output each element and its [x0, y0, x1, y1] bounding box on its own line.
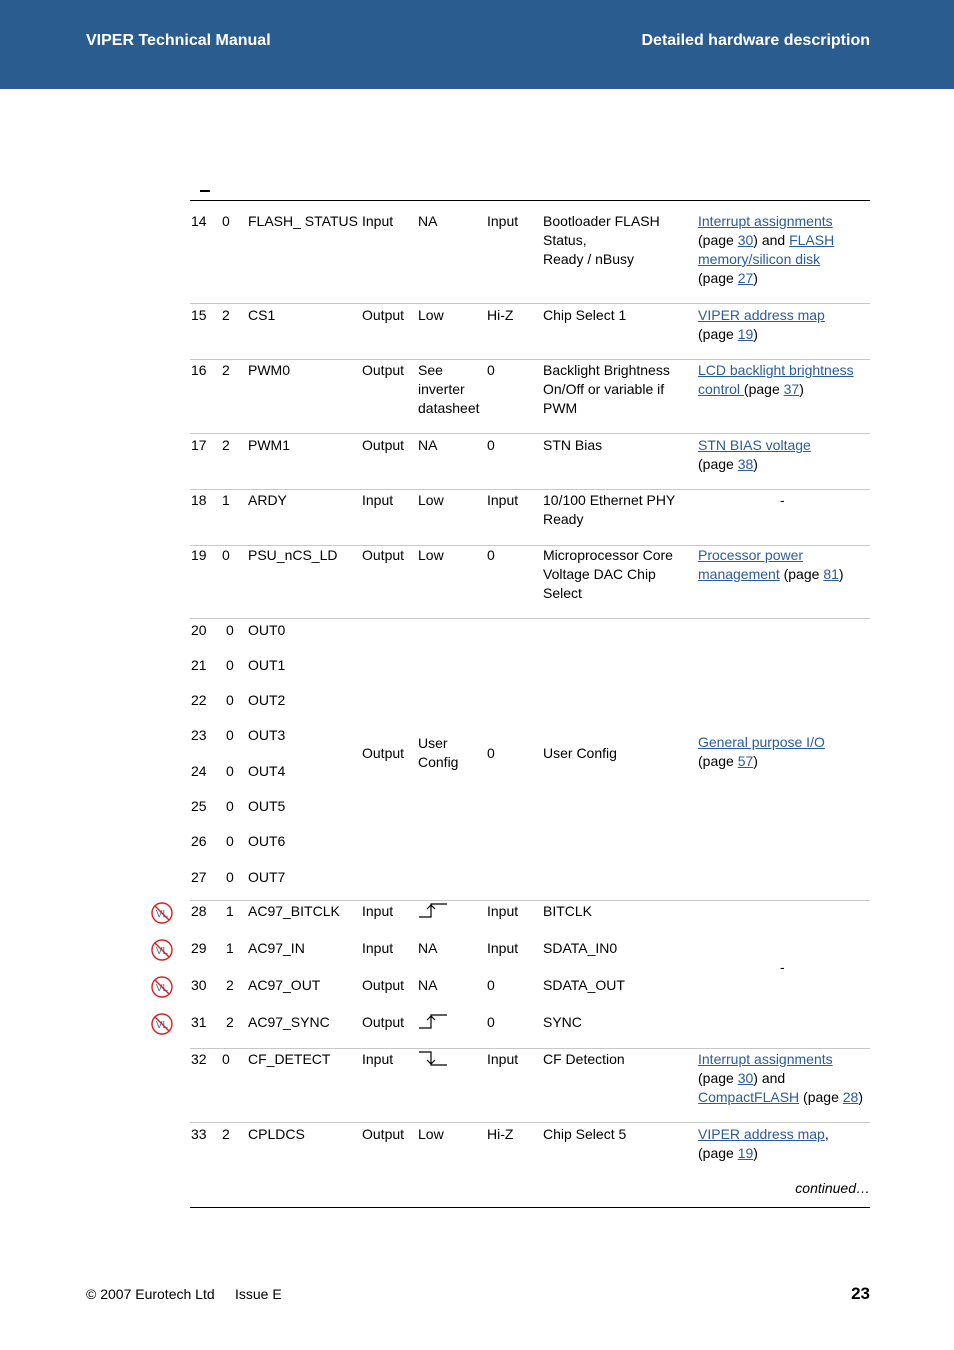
active-level: See inverter datasheet [418, 362, 480, 416]
reset-state: 0 [487, 1014, 495, 1030]
active-level: Low [418, 1126, 444, 1142]
bit-number: 17 [191, 437, 207, 453]
signal-name: CF_DETECT [248, 1051, 331, 1067]
signal-description: Chip Select 1 [543, 307, 627, 323]
bit-number: 31 [191, 1014, 207, 1030]
bus-number: 0 [226, 798, 234, 814]
bus-number: 0 [226, 869, 234, 885]
cross-reference-link[interactable]: 28 [842, 1089, 859, 1105]
signal-name: ARDY [248, 492, 287, 508]
cross-reference-link[interactable]: Interrupt assignments [698, 1051, 833, 1067]
cross-reference-link[interactable]: 30 [737, 232, 754, 248]
bit-number: 29 [191, 940, 207, 956]
table-bottom-rule [190, 1207, 870, 1208]
bus-number: 2 [222, 1126, 230, 1142]
signal-description: Microprocessor Core Voltage DAC Chip Select [543, 547, 673, 601]
ref-text: ) and [753, 232, 790, 248]
header-dash [200, 190, 210, 192]
active-level: Low [418, 307, 444, 323]
signal-description: STN Bias [543, 437, 603, 453]
cross-reference-link[interactable]: VIPER address map [698, 1126, 825, 1142]
ref-text: ) [753, 456, 758, 472]
active-level: NA [418, 213, 438, 229]
cross-reference-link[interactable]: 27 [737, 270, 754, 286]
ref-text: (page [743, 381, 784, 397]
signal-name: AC97_BITCLK [248, 903, 340, 919]
issue-label: Issue E [235, 1286, 282, 1302]
vl-restriction-icon [151, 939, 173, 961]
bus-number: 0 [226, 657, 234, 673]
ref-text: (page [698, 456, 738, 472]
active-level: Low [418, 547, 444, 563]
reset-state: 0 [487, 977, 495, 993]
ref-text: (page [779, 566, 824, 582]
cross-reference-link[interactable]: 19 [737, 326, 754, 342]
bit-number: 26 [191, 833, 207, 849]
ref-text: ) [838, 566, 844, 582]
bus-number: 2 [226, 1014, 234, 1030]
falling-edge-icon [418, 1050, 448, 1068]
vl-restriction-icon [151, 1013, 173, 1035]
bit-number: 21 [191, 657, 207, 673]
signal-direction: Input [362, 213, 394, 229]
signal-name: PWM0 [248, 362, 290, 378]
reset-state: Input [487, 492, 519, 508]
signal-name: PSU_nCS_LD [248, 547, 338, 563]
bus-number: 0 [226, 622, 234, 638]
bit-number: 18 [191, 492, 207, 508]
ref-text: (page [698, 1145, 738, 1161]
bit-number: 24 [191, 763, 207, 779]
ref-text: (page [698, 1070, 738, 1086]
reset-state: Input [487, 940, 519, 956]
reset-state: 0 [487, 437, 495, 453]
signal-name: AC97_SYNC [248, 1014, 330, 1030]
signal-description: 10/100 Ethernet PHY Ready [543, 492, 676, 527]
reset-state: Input [487, 1051, 519, 1067]
signal-name: AC97_OUT [248, 977, 321, 993]
signal-description: BITCLK [543, 903, 593, 919]
cross-reference-link[interactable]: 37 [783, 381, 800, 397]
signal-description: SDATA_IN0 [543, 940, 618, 956]
signal-name: OUT1 [248, 657, 286, 673]
reset-state: Input [487, 903, 519, 919]
ref-text: (page [698, 753, 738, 769]
signal-description: Chip Select 5 [543, 1126, 627, 1142]
bit-number: 23 [191, 727, 207, 743]
signal-name: AC97_IN [248, 940, 305, 956]
vl-restriction-icon [151, 902, 173, 924]
cross-reference-link[interactable]: 19 [737, 1145, 754, 1161]
cross-reference-link[interactable]: control [698, 381, 744, 397]
signal-direction: Output [362, 362, 405, 378]
cross-reference-link[interactable]: management [698, 566, 780, 582]
active-level: Low [418, 492, 444, 508]
ref-text: ) and [753, 1070, 786, 1086]
active-level: NA [418, 940, 438, 956]
row-divider [190, 900, 870, 901]
bus-number: 1 [226, 940, 234, 956]
signal-direction: Input [362, 940, 394, 956]
continued-label: continued… [795, 1180, 870, 1196]
bit-number: 28 [191, 903, 207, 919]
signal-name: FLASH_ STATUS [248, 213, 358, 229]
signal-description: SDATA_OUT [543, 977, 625, 993]
cross-reference-link[interactable]: 81 [823, 566, 839, 582]
signal-name: CS1 [248, 307, 276, 323]
cross-reference-link[interactable]: LCD backlight brightness [698, 362, 854, 378]
signal-name: CPLDCS [248, 1126, 305, 1142]
reference-cell: - [780, 959, 785, 975]
bit-number: 14 [191, 213, 207, 229]
bus-number: 1 [226, 903, 234, 919]
bus-number: 0 [226, 727, 234, 743]
signal-direction: Output [362, 1126, 405, 1142]
reference-cell [698, 733, 825, 771]
reset-state: 0 [487, 745, 495, 761]
signal-name: OUT6 [248, 833, 286, 849]
section-title: Detailed hardware description [641, 32, 870, 49]
bus-number: 0 [222, 213, 230, 229]
row-divider [190, 489, 870, 490]
bit-number: 32 [191, 1051, 207, 1067]
ref-text: ) [799, 381, 804, 397]
bit-number: 33 [191, 1126, 207, 1142]
ref-text: ) [753, 1145, 758, 1161]
cross-reference-link[interactable]: VIPER address map [698, 307, 825, 323]
bit-number: 20 [191, 622, 207, 638]
cross-reference-link[interactable]: Interrupt assignments [698, 213, 833, 229]
vl-marker-text: VL [155, 1020, 169, 1031]
vl-marker-text: VL [155, 909, 169, 920]
signal-description: SYNC [543, 1014, 582, 1030]
row-divider [190, 359, 870, 360]
bit-number: 19 [191, 547, 207, 563]
ref-text: ) [753, 326, 758, 342]
reference-cell [698, 436, 811, 474]
vl-restriction-icon [151, 976, 173, 998]
signal-name: OUT0 [248, 622, 286, 638]
ref-text: ) [858, 1089, 863, 1105]
bit-number: 15 [191, 307, 207, 323]
signal-name: OUT7 [248, 869, 286, 885]
cross-reference-link[interactable]: CompactFLASH [698, 1089, 800, 1105]
row-divider [190, 433, 870, 434]
copyright: © 2007 Eurotech Ltd [86, 1286, 215, 1302]
bit-number: 22 [191, 692, 207, 708]
cross-reference-link[interactable]: General purpose I/O [698, 734, 825, 750]
bus-number: 2 [222, 437, 230, 453]
signal-direction: Input [362, 903, 394, 919]
reference-cell: - [780, 492, 785, 508]
signal-direction: Output [362, 977, 405, 993]
cross-reference-link[interactable]: STN BIAS voltage [698, 437, 811, 453]
signal-description: CF Detection [543, 1051, 625, 1067]
cross-reference-link[interactable]: Processor power [698, 547, 804, 563]
reference-cell [698, 546, 844, 584]
reference-cell [698, 1050, 863, 1107]
bus-number: 0 [222, 547, 230, 563]
cross-reference-link[interactable]: memory/silicon disk [698, 251, 821, 267]
signal-direction: Input [362, 1051, 394, 1067]
rising-edge-icon [418, 1013, 448, 1031]
cross-reference-link[interactable]: 30 [737, 1070, 754, 1086]
ref-text: (page [698, 232, 738, 248]
bus-number: 0 [222, 1051, 230, 1067]
signal-description: User Config [543, 745, 617, 761]
signal-direction: Input [362, 492, 394, 508]
reset-state: 0 [487, 362, 495, 378]
signal-name: OUT5 [248, 798, 286, 814]
ref-text: (page [698, 270, 738, 286]
row-divider [190, 618, 870, 619]
bit-number: 30 [191, 977, 207, 993]
reference-cell [698, 306, 825, 344]
table-top-rule [190, 200, 870, 201]
active-level: User Config [418, 735, 459, 770]
signal-direction: Output [362, 1014, 405, 1030]
signal-name: OUT3 [248, 727, 286, 743]
signal-direction: Output [362, 547, 405, 563]
cross-reference-link[interactable]: FLASH [789, 232, 835, 248]
signal-direction: Output [362, 307, 405, 323]
bus-number: 0 [226, 763, 234, 779]
rising-edge-icon [418, 902, 448, 920]
active-level: NA [418, 437, 438, 453]
signal-name: OUT2 [248, 692, 286, 708]
signal-description: Backlight Brightness On/Off or variable if PWM [543, 362, 670, 416]
reset-state: Input [487, 213, 519, 229]
page-number: 23 [851, 1284, 870, 1303]
reference-cell [698, 1125, 829, 1163]
row-divider [190, 1122, 870, 1123]
vl-marker-text: VL [155, 983, 169, 994]
ref-text: (page [799, 1089, 843, 1105]
signal-direction: Output [362, 437, 405, 453]
bus-number: 1 [222, 492, 230, 508]
signal-name: OUT4 [248, 763, 286, 779]
reference-cell [698, 212, 834, 288]
reset-state: 0 [487, 547, 495, 563]
bus-number: 2 [222, 362, 230, 378]
bus-number: 0 [226, 692, 234, 708]
ref-text: ) [753, 753, 758, 769]
manual-title: VIPER Technical Manual [86, 32, 271, 49]
ref-text: ) [753, 270, 758, 286]
bit-number: 16 [191, 362, 207, 378]
bit-number: 27 [191, 869, 207, 885]
page-header [0, 0, 954, 89]
vl-marker-text: VL [155, 946, 169, 957]
reset-state: Hi-Z [487, 1126, 514, 1142]
bus-number: 0 [226, 833, 234, 849]
ref-text: (page [698, 326, 738, 342]
bus-number: 2 [226, 977, 234, 993]
signal-name: PWM1 [248, 437, 290, 453]
cross-reference-link[interactable]: 57 [737, 753, 754, 769]
signal-direction: Output [362, 745, 405, 761]
row-divider [190, 1048, 870, 1049]
reference-cell [698, 361, 854, 399]
reset-state: Hi-Z [487, 307, 514, 323]
row-divider [190, 303, 870, 304]
signal-description: Bootloader FLASH Status, Ready / nBusy [543, 213, 660, 267]
active-level: NA [418, 977, 438, 993]
bus-number: 2 [222, 307, 230, 323]
cross-reference-link[interactable]: 38 [737, 456, 754, 472]
ref-text: , [824, 1126, 829, 1142]
bit-number: 25 [191, 798, 207, 814]
